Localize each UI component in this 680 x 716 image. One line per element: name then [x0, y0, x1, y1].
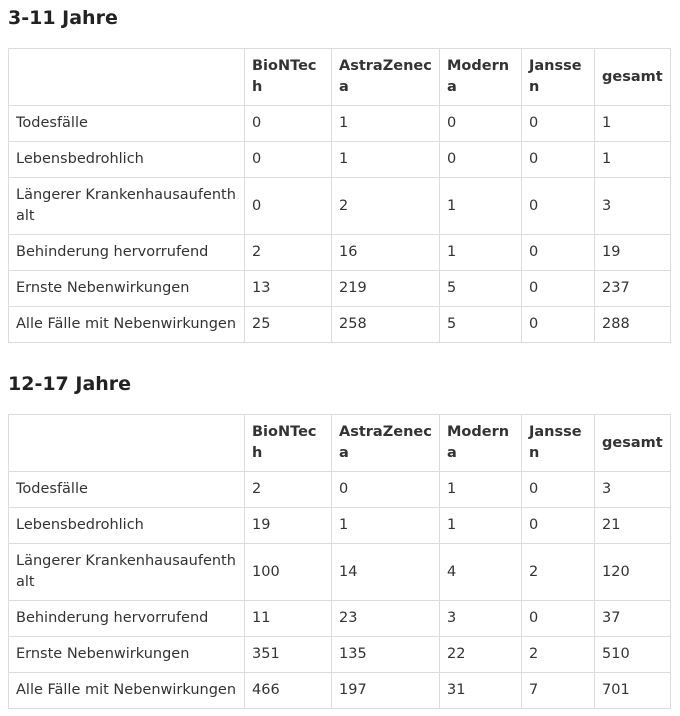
cell-gesamt: 19	[595, 235, 671, 271]
cell-astrazeneca: 2	[332, 178, 440, 235]
table-row	[9, 235, 671, 271]
table-row	[9, 472, 671, 508]
table-row	[9, 307, 671, 343]
table-row	[9, 637, 671, 673]
table-12-17-jahre	[8, 414, 671, 709]
cell-astrazeneca: 1	[332, 142, 440, 178]
cell-moderna: 1	[440, 508, 522, 544]
cell-janssen: 2	[522, 544, 595, 601]
header-label	[9, 415, 245, 472]
row-label: Längerer Krankenhausaufenthalt	[9, 178, 245, 235]
cell-astrazeneca: 219	[332, 271, 440, 307]
cell-moderna: 3	[440, 601, 522, 637]
table-header-row	[9, 49, 671, 106]
cell-moderna: 1	[440, 178, 522, 235]
row-label: Alle Fälle mit Nebenwirkungen	[9, 307, 245, 343]
cell-biontech: 2	[245, 235, 332, 271]
header-janssen: Janssen	[522, 415, 595, 472]
header-moderna: Moderna	[440, 49, 522, 106]
table-row	[9, 106, 671, 142]
cell-moderna: 1	[440, 472, 522, 508]
row-label: Behinderung hervorrufend	[9, 601, 245, 637]
cell-moderna: 22	[440, 637, 522, 673]
header-janssen: Janssen	[522, 49, 595, 106]
header-gesamt: gesamt	[595, 415, 671, 472]
cell-astrazeneca: 0	[332, 472, 440, 508]
row-label: Todesfälle	[9, 106, 245, 142]
cell-moderna: 5	[440, 271, 522, 307]
cell-moderna: 0	[440, 106, 522, 142]
header-gesamt: gesamt	[595, 49, 671, 106]
cell-moderna: 1	[440, 235, 522, 271]
cell-janssen: 0	[522, 106, 595, 142]
cell-biontech: 11	[245, 601, 332, 637]
cell-astrazeneca: 1	[332, 106, 440, 142]
cell-gesamt: 3	[595, 472, 671, 508]
table-3-11-jahre	[8, 48, 671, 343]
cell-biontech: 0	[245, 106, 332, 142]
cell-biontech: 2	[245, 472, 332, 508]
table-row	[9, 178, 671, 235]
table-row	[9, 673, 671, 709]
cell-astrazeneca: 258	[332, 307, 440, 343]
row-label: Behinderung hervorrufend	[9, 235, 245, 271]
cell-janssen: 2	[522, 637, 595, 673]
cell-biontech: 100	[245, 544, 332, 601]
cell-gesamt: 3	[595, 178, 671, 235]
table-header-row	[9, 415, 671, 472]
cell-biontech: 466	[245, 673, 332, 709]
header-biontech: BioNTech	[245, 49, 332, 106]
cell-janssen: 0	[522, 307, 595, 343]
cell-biontech: 19	[245, 508, 332, 544]
cell-janssen: 0	[522, 178, 595, 235]
row-label: Ernste Nebenwirkungen	[9, 637, 245, 673]
cell-janssen: 0	[522, 235, 595, 271]
header-label	[9, 49, 245, 106]
header-moderna: Moderna	[440, 415, 522, 472]
cell-gesamt: 120	[595, 544, 671, 601]
row-label: Alle Fälle mit Nebenwirkungen	[9, 673, 245, 709]
cell-gesamt: 510	[595, 637, 671, 673]
cell-gesamt: 701	[595, 673, 671, 709]
cell-janssen: 7	[522, 673, 595, 709]
cell-moderna: 0	[440, 142, 522, 178]
header-astrazeneca: AstraZeneca	[332, 415, 440, 472]
cell-gesamt: 1	[595, 142, 671, 178]
section-title-12-17: 12-17 Jahre	[8, 373, 132, 395]
cell-astrazeneca: 23	[332, 601, 440, 637]
cell-janssen: 0	[522, 142, 595, 178]
cell-biontech: 351	[245, 637, 332, 673]
cell-janssen: 0	[522, 601, 595, 637]
cell-astrazeneca: 197	[332, 673, 440, 709]
cell-gesamt: 237	[595, 271, 671, 307]
cell-gesamt: 1	[595, 106, 671, 142]
table-row	[9, 271, 671, 307]
cell-janssen: 0	[522, 472, 595, 508]
cell-gesamt: 288	[595, 307, 671, 343]
cell-biontech: 0	[245, 142, 332, 178]
cell-gesamt: 37	[595, 601, 671, 637]
cell-astrazeneca: 16	[332, 235, 440, 271]
header-biontech: BioNTech	[245, 415, 332, 472]
table-row	[9, 544, 671, 601]
row-label: Lebensbedrohlich	[9, 508, 245, 544]
cell-astrazeneca: 1	[332, 508, 440, 544]
row-label: Längerer Krankenhausaufenthalt	[9, 544, 245, 601]
cell-gesamt: 21	[595, 508, 671, 544]
row-label: Ernste Nebenwirkungen	[9, 271, 245, 307]
cell-moderna: 5	[440, 307, 522, 343]
cell-biontech: 13	[245, 271, 332, 307]
row-label: Todesfälle	[9, 472, 245, 508]
cell-janssen: 0	[522, 508, 595, 544]
header-astrazeneca: AstraZeneca	[332, 49, 440, 106]
cell-astrazeneca: 135	[332, 637, 440, 673]
cell-astrazeneca: 14	[332, 544, 440, 601]
row-label: Lebensbedrohlich	[9, 142, 245, 178]
cell-moderna: 4	[440, 544, 522, 601]
table-row	[9, 601, 671, 637]
cell-biontech: 0	[245, 178, 332, 235]
cell-biontech: 25	[245, 307, 332, 343]
cell-janssen: 0	[522, 271, 595, 307]
section-title-3-11: 3-11 Jahre	[8, 7, 118, 29]
table-row	[9, 142, 671, 178]
cell-moderna: 31	[440, 673, 522, 709]
table-row	[9, 508, 671, 544]
